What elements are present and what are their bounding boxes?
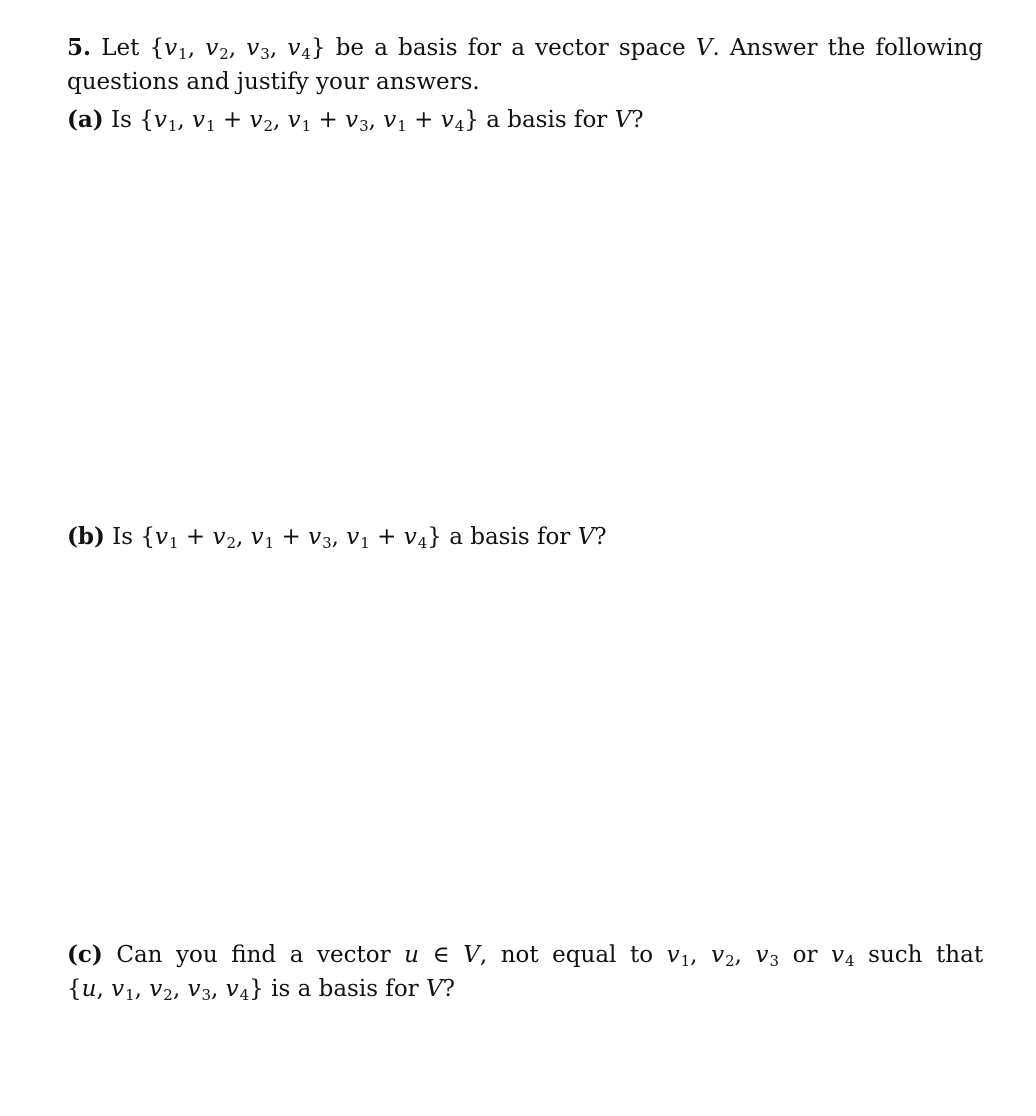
problem-number: 5. bbox=[67, 34, 92, 61]
space-symbol: V bbox=[695, 35, 713, 61]
vector-u: u bbox=[404, 942, 419, 968]
part-b-qmark: ? bbox=[594, 524, 607, 550]
vector-v4: v4 bbox=[831, 942, 855, 970]
part-a-label: (a) bbox=[67, 106, 104, 133]
part-c-line-1 bbox=[67, 939, 983, 973]
part-c-text-4: is a basis for bbox=[271, 976, 419, 1002]
problem-statement bbox=[67, 32, 983, 98]
part-c-label: (c) bbox=[67, 941, 103, 968]
part-c-set: {u, v1, v2, v3, v4} bbox=[67, 976, 264, 1004]
part-a-is: Is bbox=[110, 107, 132, 133]
part-b-label: (b) bbox=[67, 523, 105, 550]
part-a-set: {v1, v1 + v2, v1 + v3, v1 + v4} bbox=[139, 107, 479, 135]
vector-v1: v1 bbox=[666, 942, 691, 970]
comma: , bbox=[734, 942, 742, 968]
vector-v2: v2 bbox=[711, 942, 735, 970]
intro-text-basis: be a basis for a vector space bbox=[335, 35, 686, 61]
part-a-question bbox=[67, 104, 983, 138]
part-b-question bbox=[67, 521, 983, 555]
part-c-or: or bbox=[792, 942, 818, 968]
problem-intro-line-1 bbox=[67, 32, 983, 66]
part-c-question bbox=[67, 939, 983, 1007]
part-c-line-2 bbox=[67, 973, 983, 1007]
basis-set: {v1, v2, v3, v4} bbox=[149, 35, 326, 63]
vector-v3: v3 bbox=[755, 942, 780, 970]
part-c-text-2: , not equal to bbox=[479, 942, 654, 968]
problem-intro-line-2: questions and justify your answers. bbox=[67, 69, 480, 95]
part-c-space-2: V bbox=[425, 976, 443, 1002]
comma: , bbox=[690, 942, 698, 968]
part-b-tail: a basis for bbox=[449, 524, 571, 550]
part-c-text-1: Can you find a vector bbox=[116, 942, 391, 968]
part-a-qmark: ? bbox=[631, 107, 644, 133]
part-c-space-1: V bbox=[463, 942, 480, 968]
part-a-tail: a basis for bbox=[486, 107, 608, 133]
element-of-symbol: ∈ bbox=[432, 942, 450, 968]
part-b-set: {v1 + v2, v1 + v3, v1 + v4} bbox=[140, 524, 442, 552]
part-b-space: V bbox=[577, 524, 595, 550]
intro-text-answer: . Answer the following bbox=[712, 35, 983, 61]
part-b-is: Is bbox=[112, 524, 134, 550]
part-c-text-3: such that bbox=[868, 942, 984, 968]
part-a-space: V bbox=[614, 107, 632, 133]
intro-text-let: Let bbox=[101, 35, 140, 61]
part-c-qmark: ? bbox=[442, 976, 455, 1002]
